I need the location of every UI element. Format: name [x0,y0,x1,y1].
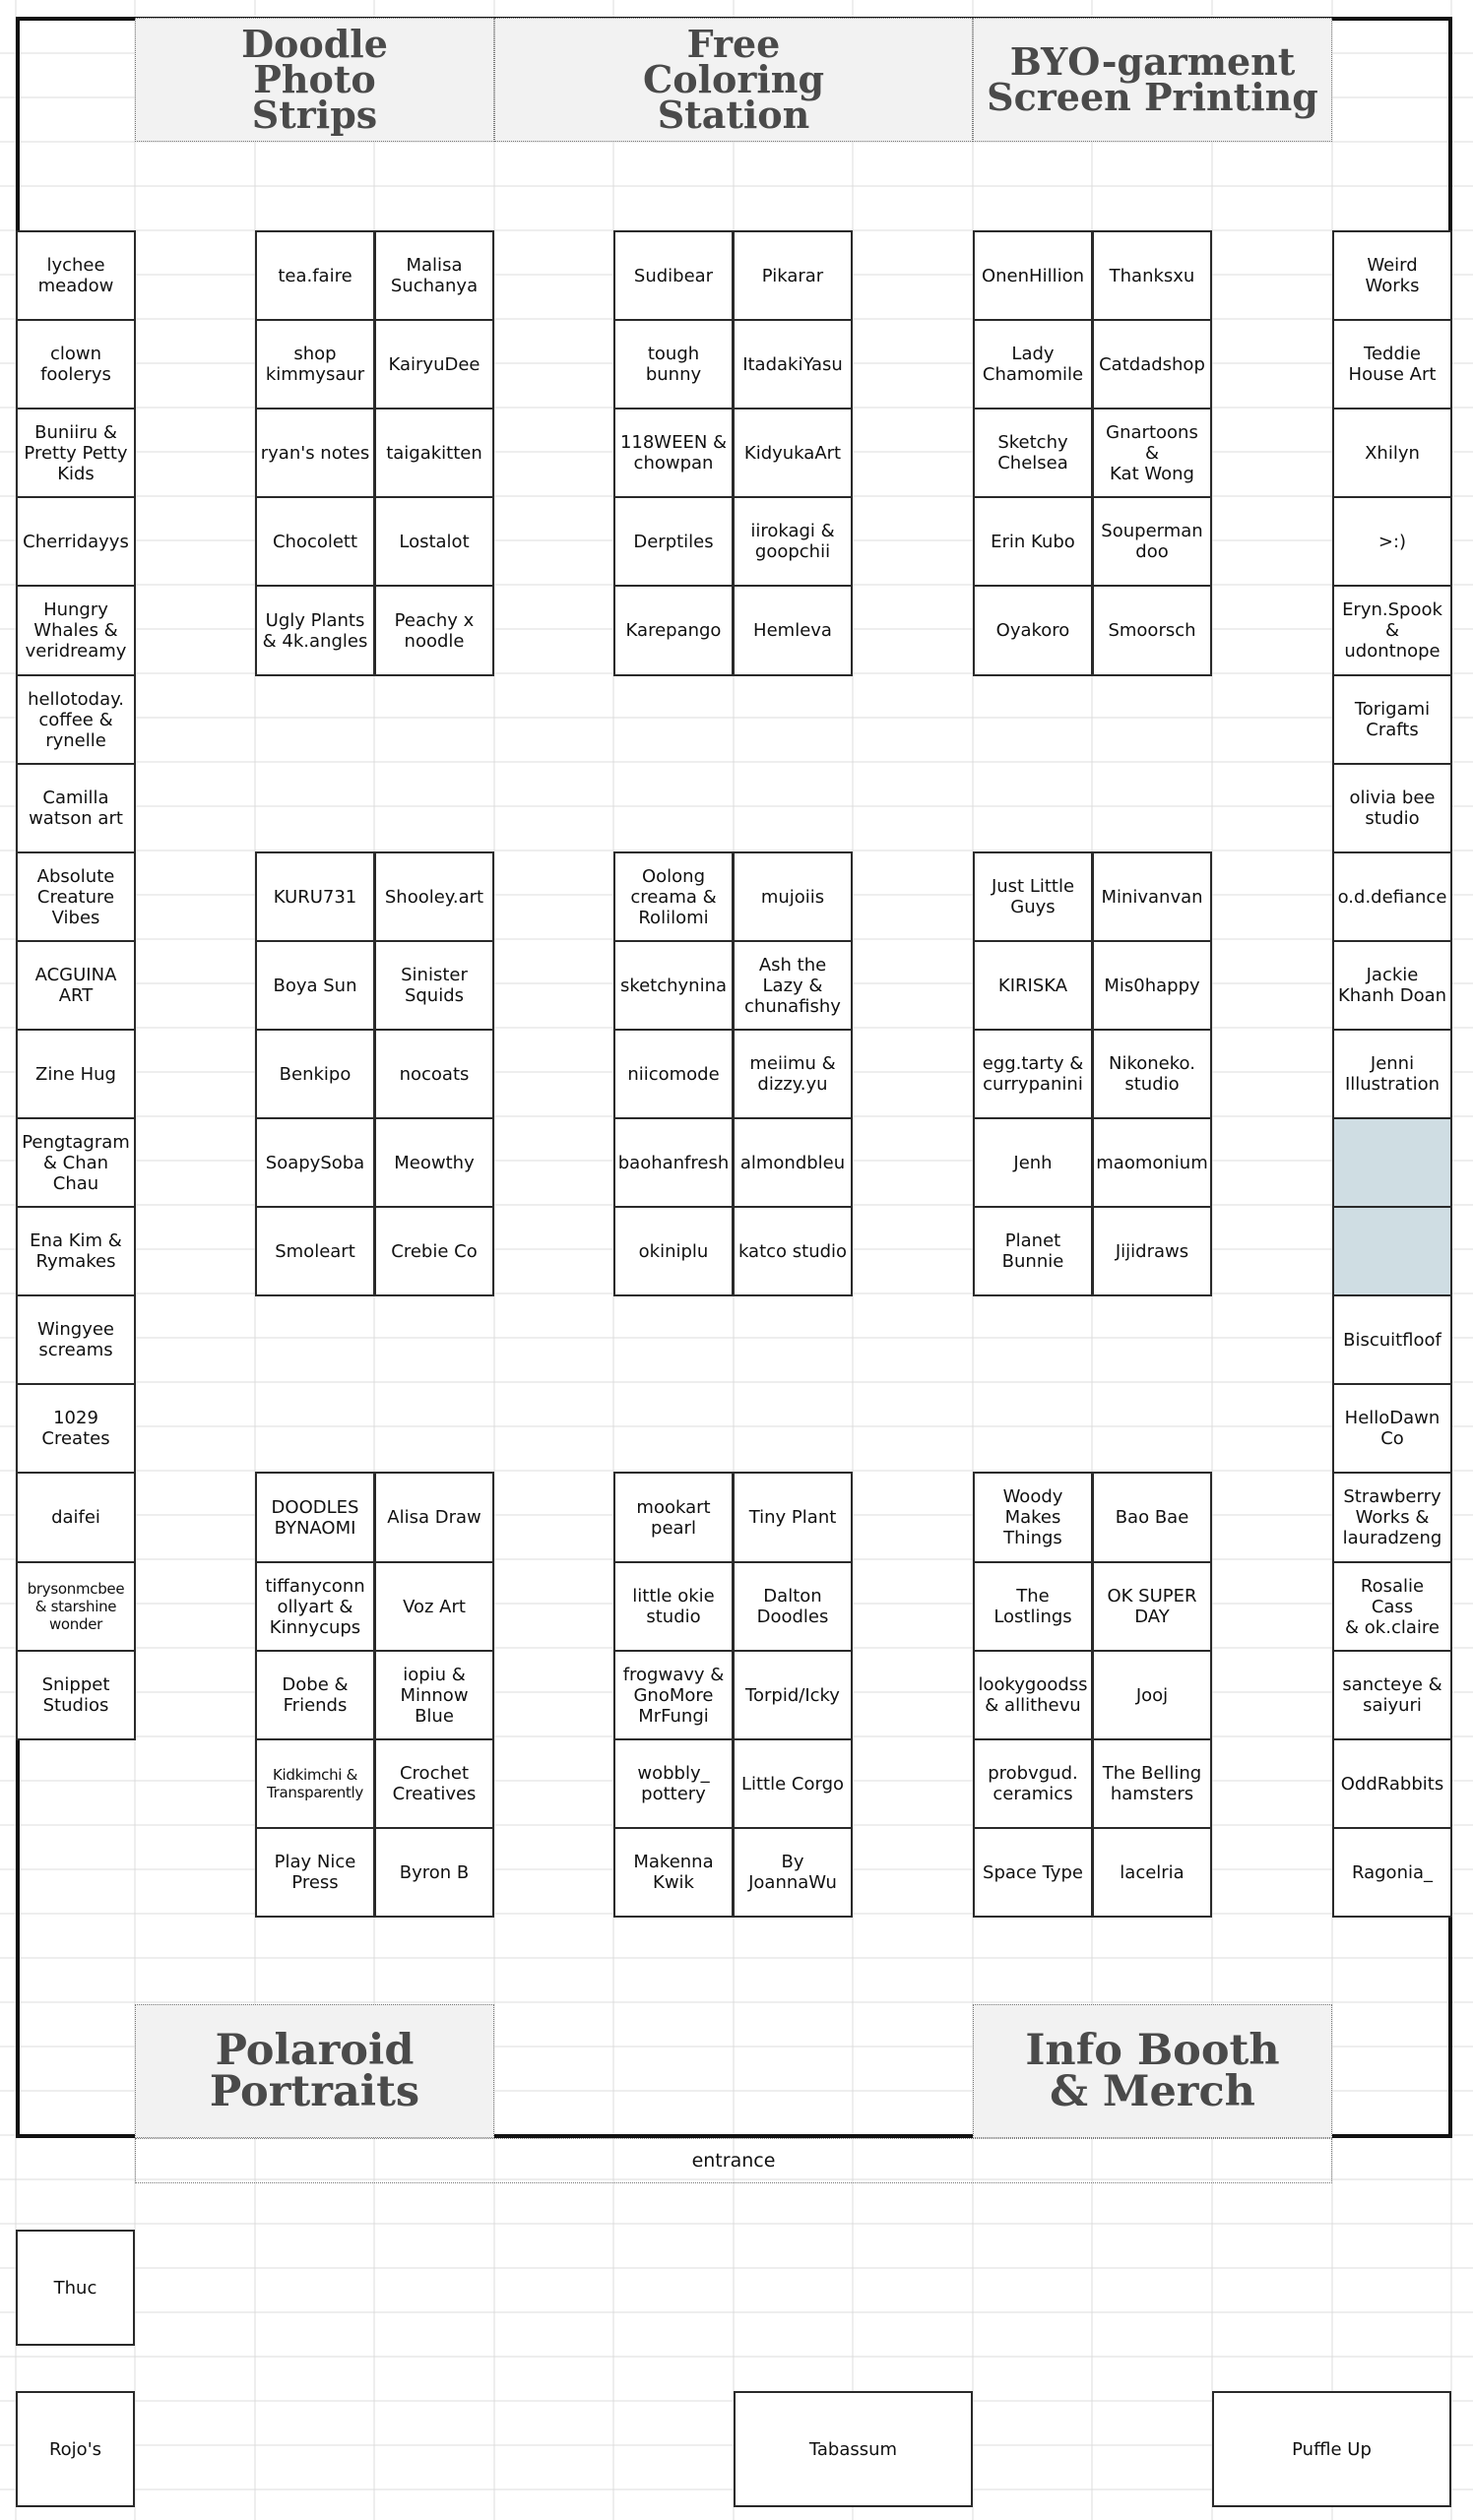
booth-tabassum[interactable]: Tabassum [734,2391,973,2507]
booth[interactable]: maomonium [1092,1117,1212,1208]
booth[interactable]: Bao Bae [1092,1472,1212,1563]
booth[interactable]: sketchynina [613,940,734,1031]
booth[interactable]: Just Little Guys [973,851,1093,942]
booth[interactable]: mookart pearl [613,1472,734,1563]
booth[interactable]: clown foolerys [16,319,136,410]
booth[interactable]: Shooley.art [374,851,494,942]
booth[interactable]: Cherridayys [16,496,136,587]
booth[interactable]: iirokagi & goopchii [733,496,853,587]
booth[interactable]: Smoorsch [1092,585,1212,676]
booth-thuc[interactable]: Thuc [16,2230,135,2346]
booth-puffle-up[interactable]: Puffle Up [1212,2391,1451,2507]
booth[interactable]: 1029 Creates [16,1383,136,1474]
booth[interactable]: Sketchy Chelsea [973,408,1093,498]
booth[interactable]: Nikoneko. studio [1092,1029,1212,1119]
booth[interactable]: Space Type [973,1827,1093,1918]
booth[interactable]: Teddie House Art [1332,319,1452,410]
booth[interactable]: Ash the Lazy & chunafishy [733,940,853,1031]
booth[interactable]: ryan's notes [255,408,375,498]
booth[interactable]: Dobe & Friends [255,1650,375,1740]
booth[interactable]: frogwavy & GnoMore MrFungi [613,1650,734,1740]
booth[interactable]: Torigami Crafts [1332,674,1452,765]
booth[interactable]: KIRISKA [973,940,1093,1031]
booth[interactable]: olivia bee studio [1332,763,1452,853]
booth[interactable]: Wingyee screams [16,1294,136,1385]
booth[interactable]: Strawberry Works & lauradzeng [1332,1472,1452,1563]
booth[interactable]: Jenni Illustration [1332,1029,1452,1119]
booth[interactable]: mujoiis [733,851,853,942]
booth[interactable]: Minivanvan [1092,851,1212,942]
booth[interactable]: probvgud. ceramics [973,1738,1093,1829]
booth[interactable]: Hemleva [733,585,853,676]
booth[interactable]: Torpid/Icky [733,1650,853,1740]
booth[interactable]: Crebie Co [374,1206,494,1296]
booth[interactable]: HelloDawn Co [1332,1383,1452,1474]
entrance-area [135,2138,1332,2183]
booth[interactable]: Makenna Kwik [613,1827,734,1918]
booth[interactable]: tea.faire [255,230,375,321]
booth[interactable]: Oyakoro [973,585,1093,676]
booth[interactable]: iopiu & Minnow Blue [374,1650,494,1740]
booth[interactable]: Ena Kim & Rymakes [16,1206,136,1296]
booth[interactable]: KURU731 [255,851,375,942]
booth[interactable]: Zine Hug [16,1029,136,1119]
booth[interactable]: The Belling hamsters [1092,1738,1212,1829]
booth[interactable]: Woody Makes Things [973,1472,1093,1563]
booth[interactable]: Sinister Squids [374,940,494,1031]
booth[interactable]: Pikarar [733,230,853,321]
booth[interactable]: lacelria [1092,1827,1212,1918]
booth[interactable]: KidyukaArt [733,408,853,498]
booth[interactable]: Thanksxu [1092,230,1212,321]
booth[interactable]: Sudibear [613,230,734,321]
booth[interactable]: meiimu & dizzy.yu [733,1029,853,1119]
booth[interactable]: o.d.defiance [1332,851,1452,942]
booth[interactable]: Ugly Plants & 4k.angles [255,585,375,676]
booth[interactable]: Pengtagram & Chan Chau [16,1117,136,1208]
booth[interactable]: okiniplu [613,1206,734,1296]
booth[interactable]: Crochet Creatives [374,1738,494,1829]
booth[interactable]: Chocolett [255,496,375,587]
booth[interactable]: Oolong creama & Rolilomi [613,851,734,942]
booth[interactable]: little okie studio [613,1561,734,1652]
booth[interactable]: shop kimmysaur [255,319,375,410]
booth[interactable]: Buniiru & Pretty Petty Kids [16,408,136,498]
booth[interactable]: Peachy x noodle [374,585,494,676]
screen-printing-label: BYO-garment Screen Printing [987,39,1318,119]
booth[interactable]: tough bunny [613,319,734,410]
booth[interactable]: Weird Works [1332,230,1452,321]
booth[interactable]: Rosalie Cass & ok.claire [1332,1561,1452,1652]
free-coloring-station-label: Free Coloring Station [642,22,825,137]
screen-printing-area [973,18,1332,142]
booth[interactable]: brysonmcbee & starshine wonder [16,1561,136,1652]
booth[interactable]: Souperman doo [1092,496,1212,587]
booth-rojos[interactable]: Rojo's [16,2391,135,2507]
booth[interactable]: katco studio [733,1206,853,1296]
booth[interactable]: niicomode [613,1029,734,1119]
booth-empty[interactable] [1332,1206,1452,1296]
booth[interactable]: OK SUPER DAY [1092,1561,1212,1652]
booth[interactable]: Jijidraws [1092,1206,1212,1296]
booth[interactable]: lychee meadow [16,230,136,321]
booth[interactable]: Derptiles [613,496,734,587]
booth[interactable]: DOODLES BYNAOMI [255,1472,375,1563]
booth[interactable]: wobbly_ pottery [613,1738,734,1829]
booth[interactable]: Lostalot [374,496,494,587]
booth[interactable]: sancteye & saiyuri [1332,1650,1452,1740]
booth[interactable]: Voz Art [374,1561,494,1652]
booth[interactable]: egg.tarty & currypanini [973,1029,1093,1119]
booth[interactable]: almondbleu [733,1117,853,1208]
booth[interactable]: Erin Kubo [973,496,1093,587]
booth[interactable]: Xhilyn [1332,408,1452,498]
booth[interactable]: Meowthy [374,1117,494,1208]
doodle-photo-strips-label: Doodle Photo Strips [241,22,388,137]
info-booth-label: Info Booth & Merch [1025,2026,1280,2116]
booth[interactable]: Tiny Plant [733,1472,853,1563]
booth[interactable]: Absolute Creature Vibes [16,851,136,942]
booth[interactable]: nocoats [374,1029,494,1119]
entrance-label: entrance [691,2150,776,2172]
booth[interactable]: Ragonia_ [1332,1827,1452,1918]
booth[interactable]: Boya Sun [255,940,375,1031]
booth-empty[interactable] [1332,1117,1452,1208]
booth[interactable]: ACGUINA ART [16,940,136,1031]
booth[interactable]: SoapySoba [255,1117,375,1208]
booth[interactable]: OddRabbits [1332,1738,1452,1829]
booth[interactable]: baohanfresh [613,1117,734,1208]
booth[interactable]: Snippet Studios [16,1650,136,1740]
booth[interactable]: Lady Chamomile [973,319,1093,410]
booth[interactable]: Little Corgo [733,1738,853,1829]
booth[interactable]: Malisa Suchanya [374,230,494,321]
booth[interactable]: KairyuDee [374,319,494,410]
booth[interactable]: Jackie Khanh Doan [1332,940,1452,1031]
booth[interactable]: Jenh [973,1117,1093,1208]
booth[interactable]: Play Nice Press [255,1827,375,1918]
booth[interactable]: OnenHillion [973,230,1093,321]
info-booth-area [973,2004,1332,2138]
booth[interactable]: 118WEEN & chowpan [613,408,734,498]
booth[interactable]: hellotoday. coffee & rynelle [16,674,136,765]
booth[interactable]: Benkipo [255,1029,375,1119]
booth[interactable]: taigakitten [374,408,494,498]
booth[interactable]: The Lostlings [973,1561,1093,1652]
booth[interactable]: Smoleart [255,1206,375,1296]
polaroid-portraits-area [135,2004,494,2138]
booth[interactable]: Biscuitfloof [1332,1294,1452,1385]
booth[interactable]: Dalton Doodles [733,1561,853,1652]
booth[interactable]: Mis0happy [1092,940,1212,1031]
booth[interactable]: Camilla watson art [16,763,136,853]
booth[interactable]: By JoannaWu [733,1827,853,1918]
booth[interactable]: Kidkimchi & Transparently [255,1738,375,1829]
booth[interactable]: Planet Bunnie [973,1206,1093,1296]
booth[interactable]: Eryn.Spook & udontnope [1332,585,1452,676]
booth[interactable]: Jooj [1092,1650,1212,1740]
booth[interactable]: Hungry Whales & veridreamy [16,585,136,676]
free-coloring-station-area [494,18,973,142]
booth[interactable]: Karepango [613,585,734,676]
booth[interactable]: ItadakiYasu [733,319,853,410]
booth[interactable]: Alisa Draw [374,1472,494,1563]
booth[interactable]: >:) [1332,496,1452,587]
booth[interactable]: Gnartoons & Kat Wong [1092,408,1212,498]
booth[interactable]: daifei [16,1472,136,1563]
booth[interactable]: Catdadshop [1092,319,1212,410]
booth[interactable]: lookygoodss & allithevu [973,1650,1093,1740]
polaroid-portraits-label: Polaroid Portraits [209,2026,420,2116]
booth[interactable]: Byron B [374,1827,494,1918]
booth[interactable]: tiffanyconn ollyart & Kinnycups [255,1561,375,1652]
doodle-photo-strips-area [135,18,494,142]
